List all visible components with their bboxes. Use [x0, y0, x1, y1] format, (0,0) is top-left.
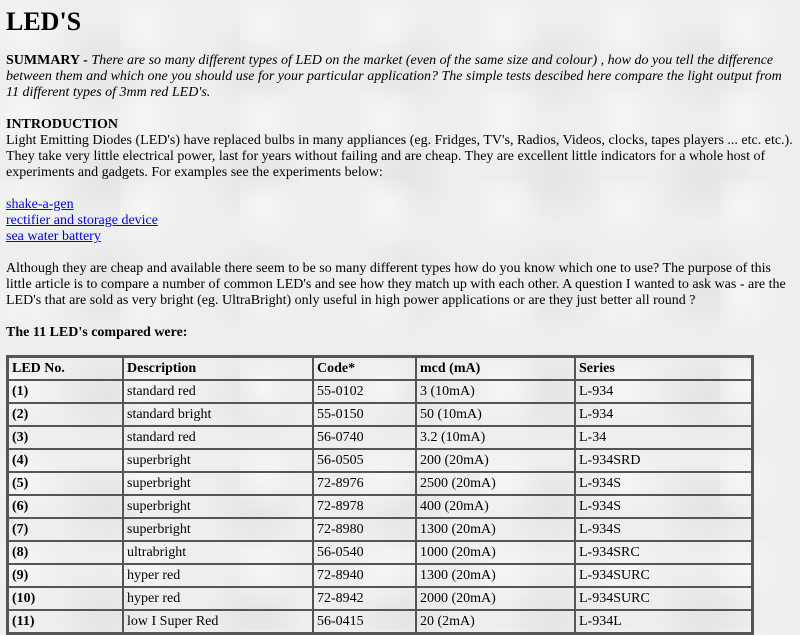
- table-row: [8, 587, 752, 610]
- summary-label: SUMMARY -: [6, 53, 88, 68]
- cell-series: L-934S: [575, 495, 752, 518]
- page-content: [0, 8, 800, 635]
- cell-description: superbright: [123, 518, 313, 541]
- cell-code: 56-0740: [313, 426, 416, 449]
- header-series: Series: [575, 357, 752, 380]
- cell-description: low I Super Red: [123, 610, 313, 633]
- table-row: [8, 403, 752, 426]
- table-row: [8, 449, 752, 472]
- cell-led-no: (4): [8, 449, 123, 472]
- cell-description: standard red: [123, 380, 313, 403]
- table-row: [8, 380, 752, 403]
- experiment-links: [6, 197, 794, 245]
- cell-description: superbright: [123, 449, 313, 472]
- cell-led-no: (3): [8, 426, 123, 449]
- cell-series: L-934SURC: [575, 564, 752, 587]
- led-table: [6, 355, 754, 635]
- header-led-no: LED No.: [8, 357, 123, 380]
- header-description: Description: [123, 357, 313, 380]
- cell-mcd: 2500 (20mA): [416, 472, 575, 495]
- cell-led-no: (10): [8, 587, 123, 610]
- introduction-text: Light Emitting Diodes (LED's) have replaced bulbs in many appliances (eg. Fridges, TV's, Radios, Videos, clocks, tapes players ... etc. etc.). They take very little electrical power, last for years without failing and are cheap. They are excellent little indicators for a whole host of experiments and gadgets. For examples see the experiments below:: [6, 133, 793, 180]
- link-shake-a-gen[interactable]: shake-a-gen: [6, 197, 74, 212]
- cell-code: 72-8980: [313, 518, 416, 541]
- cell-description: hyper red: [123, 564, 313, 587]
- link-sea-water-battery[interactable]: sea water battery: [6, 229, 101, 244]
- cell-led-no: (11): [8, 610, 123, 633]
- cell-code: 72-8978: [313, 495, 416, 518]
- cell-series: L-934S: [575, 518, 752, 541]
- paragraph-purpose: Although they are cheap and available there seem to be so many different types how do you know which one to use? The purpose of this little article is to compare a number of common LED's and see how they match up with each other. A question I wanted to ask was - are the LED's that are sold as very bright (eg. UltraBright) only useful in high power applications or are they just better all round ?: [6, 261, 786, 308]
- cell-code: 55-0102: [313, 380, 416, 403]
- introduction: [6, 117, 794, 181]
- table-row: [8, 495, 752, 518]
- table-row: [8, 518, 752, 541]
- introduction-heading: INTRODUCTION: [6, 117, 119, 132]
- cell-mcd: 50 (10mA): [416, 403, 575, 426]
- header-mcd: mcd (mA): [416, 357, 575, 380]
- cell-description: superbright: [123, 495, 313, 518]
- cell-mcd: 1300 (20mA): [416, 564, 575, 587]
- cell-series: L-934L: [575, 610, 752, 633]
- cell-code: 56-0505: [313, 449, 416, 472]
- cell-code: 56-0540: [313, 541, 416, 564]
- summary-text: There are so many different types of LED on the market (even of the same size and colour) , how do you tell the difference between them and which one you should use for your particular application? The simple tests descibed here compare the light output from 11 different types of 3mm red LED's.: [6, 53, 782, 100]
- cell-series: L-934: [575, 403, 752, 426]
- cell-led-no: (1): [8, 380, 123, 403]
- cell-led-no: (7): [8, 518, 123, 541]
- cell-series: L-934SRC: [575, 541, 752, 564]
- table-row: [8, 564, 752, 587]
- table-caption: [6, 325, 794, 341]
- cell-series: L-34: [575, 426, 752, 449]
- cell-series: L-934SURC: [575, 587, 752, 610]
- cell-series: L-934SRD: [575, 449, 752, 472]
- cell-mcd: 1000 (20mA): [416, 541, 575, 564]
- cell-description: standard red: [123, 426, 313, 449]
- cell-series: L-934: [575, 380, 752, 403]
- table-header-row: [8, 357, 752, 380]
- cell-description: standard bright: [123, 403, 313, 426]
- cell-led-no: (6): [8, 495, 123, 518]
- table-row: [8, 472, 752, 495]
- header-code: Code*: [313, 357, 416, 380]
- cell-mcd: 400 (20mA): [416, 495, 575, 518]
- cell-led-no: (2): [8, 403, 123, 426]
- cell-code: 72-8976: [313, 472, 416, 495]
- cell-description: hyper red: [123, 587, 313, 610]
- table-row: [8, 426, 752, 449]
- cell-code: 55-0150: [313, 403, 416, 426]
- cell-mcd: 200 (20mA): [416, 449, 575, 472]
- cell-mcd: 3 (10mA): [416, 380, 575, 403]
- cell-description: ultrabright: [123, 541, 313, 564]
- cell-mcd: 2000 (20mA): [416, 587, 575, 610]
- cell-code: 56-0415: [313, 610, 416, 633]
- table-row: [8, 541, 752, 564]
- cell-code: 72-8940: [313, 564, 416, 587]
- summary: [6, 53, 794, 101]
- table-row: [8, 610, 752, 633]
- cell-code: 72-8942: [313, 587, 416, 610]
- cell-led-no: (9): [8, 564, 123, 587]
- cell-series: L-934S: [575, 472, 752, 495]
- page-title: LED'S: [6, 7, 82, 36]
- cell-description: superbright: [123, 472, 313, 495]
- cell-led-no: (5): [8, 472, 123, 495]
- cell-mcd: 1300 (20mA): [416, 518, 575, 541]
- link-rectifier[interactable]: rectifier and storage device: [6, 213, 158, 228]
- cell-mcd: 3.2 (10mA): [416, 426, 575, 449]
- cell-led-no: (8): [8, 541, 123, 564]
- table-caption-text: The 11 LED's compared were:: [6, 325, 188, 340]
- cell-mcd: 20 (2mA): [416, 610, 575, 633]
